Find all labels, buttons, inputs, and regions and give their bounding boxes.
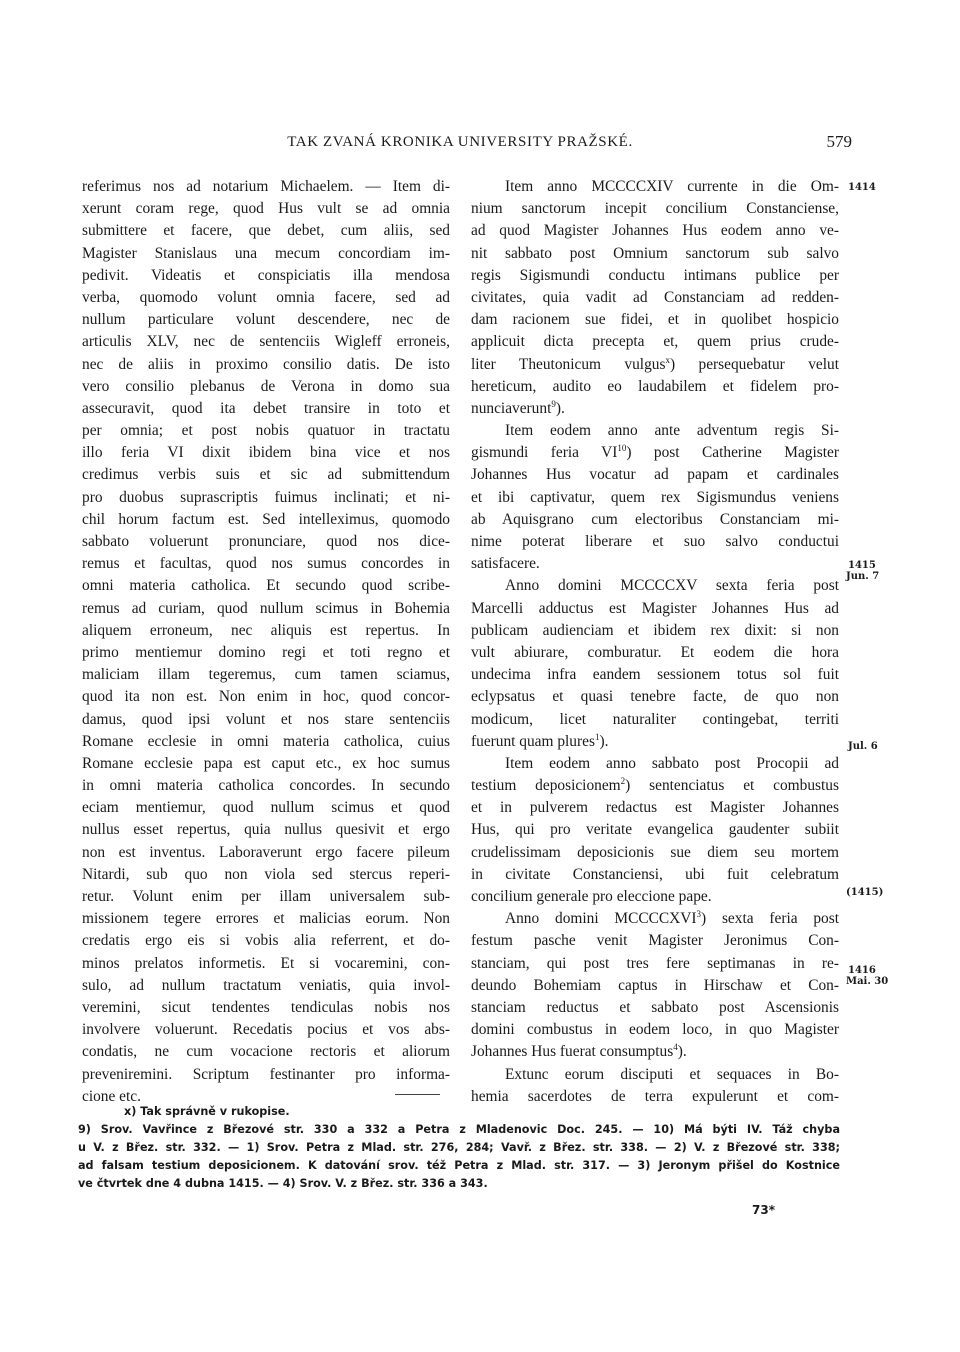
- text-line: [471, 620, 839, 642]
- text-line: missionem tegere errores et malicias eorum. Non: [82, 910, 450, 928]
- text-segment: vult abiurare, comburatur. Et eodem die hora: [471, 643, 839, 661]
- text-line: [471, 287, 839, 309]
- text-line: pro duobus suprascriptis fuimus inclinati; et ni-: [82, 488, 450, 506]
- text-segment: ad quod Magister Johannes Hus eodem anno ve-: [471, 222, 839, 240]
- text-segment: stanciam, qui post tres fere septimanas in re-: [471, 954, 839, 972]
- text-line: verba, quomodo volunt omnia facere, sed ad: [82, 288, 450, 306]
- text-segment: dam racionem sue fidei, et in quolibet hospicio: [471, 311, 839, 329]
- text-line: remus ad curiam, quod nullum scimus in Bohemia: [82, 599, 450, 617]
- text-line: cione etc.: [82, 1087, 141, 1105]
- text-segment: et in pulverem redactus est Magister Johannes: [471, 799, 839, 817]
- text-line: chil horum factum est. Sed intelleximus, quomodo: [82, 510, 450, 528]
- text-line: [471, 442, 839, 464]
- text-line: [471, 487, 839, 509]
- text-line: nec de aliis in proximo consilio datis. De isto: [82, 355, 450, 373]
- text-line: [471, 331, 839, 353]
- margin-year-1414: 1414: [848, 182, 876, 193]
- text-segment: gismundi feria VI: [471, 444, 618, 462]
- text-line: non est inventus. Laboraverunt ergo facere pileum: [82, 843, 450, 861]
- footnote-divider: [395, 1094, 440, 1095]
- text-line: retur. Volunt enim per illam universalem sub-: [82, 888, 450, 905]
- text-line: credatis ergo eis si vobis alia referrent, et do-: [82, 932, 450, 950]
- text-line: [471, 309, 839, 331]
- text-segment: ) sexta feria post: [701, 910, 840, 928]
- text-line: referimus nos ad notarium Michaelem. — Item di-: [82, 178, 450, 195]
- text-line: Romane ecclesie papa est caput etc., ex hoc sumus: [82, 754, 450, 772]
- text-line: Romane ecclesie in omni materia catholica, cuius: [82, 732, 450, 750]
- text-line: primo mentiemur domino regi et toti regno et: [82, 643, 450, 661]
- text-line: sabbato voluerunt pronunciare, quod nos dice-: [82, 533, 450, 550]
- text-line: assecuravit, quod ita debet transire in toto et: [82, 399, 450, 417]
- text-line: damus, quod ipsi volunt et nos stare sentenciis: [82, 710, 450, 728]
- text-line: [471, 842, 839, 864]
- text-line: [471, 198, 839, 220]
- text-line: [471, 642, 839, 664]
- text-segment: Marcelli adductus est Magister Johannes Hus ad: [471, 599, 839, 617]
- text-segment: domini combustus in eodem loco, in quo Magister: [471, 1021, 839, 1039]
- text-line: involvere voluerunt. Recedatis pocius et vos abs-: [82, 1021, 450, 1039]
- running-head: TAK ZVANÁ KRONIKA UNIVERSITY PRAŽSKÉ.: [287, 134, 633, 150]
- text-line: submittere et facere, que debet, cum aliis, sed: [82, 222, 450, 240]
- footnote-reference: 4: [673, 1042, 678, 1053]
- text-line: Nitardi, sub quo non viola sed stercus reperi-: [82, 865, 450, 883]
- text-line: [471, 709, 839, 731]
- text-segment: liter Theutonicum vulgus: [471, 355, 666, 373]
- text-line: nullum particulare volunt descendere, nec de: [82, 311, 450, 329]
- text-segment: deundo Bohemiam captus in Hirschaw et Con-: [471, 976, 839, 994]
- footnote-reference: 9: [551, 398, 556, 409]
- text-line: [471, 509, 839, 531]
- text-line: [471, 531, 839, 553]
- text-line: [471, 686, 839, 708]
- text-line: [471, 797, 839, 819]
- text-line: omni materia catholica. Et secundo quod scribe-: [82, 577, 450, 595]
- text-line: [471, 376, 839, 398]
- text-line: [471, 731, 839, 753]
- text-segment: hemia sacerdotes de terra expulerunt et com-: [471, 1087, 839, 1105]
- text-segment: Anno domini MCCCCXV sexta feria post: [505, 577, 839, 595]
- text-line: preveniremini. Scriptum festinanter pro informa-: [82, 1065, 450, 1083]
- text-line: [471, 1019, 839, 1041]
- text-segment: stanciam reductus et sabbato post Ascensionis: [471, 998, 839, 1016]
- text-line: in omni materia catholica concordes. In secundo: [82, 777, 450, 795]
- text-segment: ).: [677, 1043, 687, 1061]
- signature-mark: 73*: [752, 1203, 775, 1217]
- text-segment: regis Sigismundi conductu intimans publice per: [471, 266, 839, 284]
- text-line: [471, 553, 839, 575]
- text-segment: nium sanctorum incepit concilium Constanciense,: [471, 200, 839, 218]
- text-line: xerunt coram rege, quod Hus vult se ad omnia: [82, 200, 450, 218]
- text-line: [471, 819, 839, 841]
- margin-year-1415-bracketed: (1415): [846, 887, 884, 898]
- text-segment: ) persequebatur velut: [669, 355, 839, 373]
- text-segment: Hus, qui pro veritate evangelica gaudenter subiit: [471, 821, 839, 839]
- text-segment: ab Aquisgrano cum electoribus Constanciam mi-: [471, 510, 839, 528]
- text-line: veremini, sicut tendentes tendiculas nobis nos: [82, 998, 450, 1016]
- text-line: [471, 953, 839, 975]
- footnote-reference: x: [665, 354, 670, 365]
- text-segment: ).: [555, 399, 565, 417]
- footnote-line: u V. z Břez. str. 332. — 1) Srov. Petra z Mlad. str. 276, 284; Vavř. z Břez. str. 338. — 2) V. z Březové str. 338;: [78, 1141, 840, 1154]
- text-segment: crudelissimam deposicionis sue diem seu mortem: [471, 843, 839, 861]
- text-segment: modicum, licet naturaliter contingebat, territi: [471, 710, 839, 728]
- text-segment: undecima infra eandem sessionem totus sol fuit: [471, 666, 839, 684]
- text-segment: applicuit dicta precepta et, quem prius crude-: [471, 333, 839, 351]
- margin-year-1416: 1416: [848, 965, 876, 976]
- text-line: [471, 775, 839, 797]
- text-line: [471, 1064, 839, 1086]
- text-line: [471, 997, 839, 1019]
- text-segment: satisfacere.: [471, 555, 540, 573]
- text-line: [471, 354, 839, 376]
- text-line: illo feria VI dixit ibidem bina vice et nos: [82, 444, 450, 462]
- page-header: [80, 132, 852, 156]
- margin-year-1415: 1415: [848, 560, 876, 571]
- text-line: [471, 753, 839, 775]
- text-segment: ) sentenciatus et combustus: [625, 777, 839, 795]
- text-line: eciam mentiemur, quod nullum scimus et quod: [82, 799, 450, 817]
- footnote-line: 9) Srov. Vavřince z Březové str. 330 a 332 a Petra z Mladenovic Doc. 245. — 10) Má býti IV. Táž chyba: [78, 1123, 840, 1136]
- right-column: [471, 176, 839, 1108]
- text-line: remus et facultas, quod nos sumus concordes in: [82, 555, 450, 573]
- text-segment: Item eodem anno ante adventum regis Si-: [505, 422, 839, 440]
- footnote-reference: 1: [594, 731, 600, 742]
- text-line: maliciam illam tegeremus, cum tamen sciamus,: [82, 666, 450, 684]
- text-line: [471, 930, 839, 952]
- text-line: [471, 864, 839, 886]
- text-line: [471, 464, 839, 486]
- text-line: aliquem erroneum, nec aliquis est repertus. In: [82, 621, 450, 639]
- text-segment: testium deposicionem: [471, 777, 621, 795]
- text-line: [471, 265, 839, 287]
- footnote-line: x) Tak správně v rukopise.: [124, 1105, 290, 1118]
- text-segment: fuerunt quam plures: [471, 732, 595, 750]
- margin-date-mai30: Mai. 30: [846, 976, 889, 987]
- text-line: nullus esset repertus, quia nullus quesivit et ergo: [82, 821, 450, 839]
- text-line: [471, 908, 839, 930]
- text-line: quod ita non est. Non enim in hoc, quod concor-: [82, 688, 450, 706]
- text-line: [471, 220, 839, 242]
- text-segment: festum pasche venit Magister Jeronimus Con-: [471, 932, 839, 950]
- footnote-reference: 2: [620, 776, 626, 787]
- text-segment: nunciaverunt: [471, 399, 552, 417]
- left-column: [82, 176, 450, 1108]
- text-segment: eclypsatus et quasi tenebre facte, de quo non: [471, 688, 839, 706]
- margin-date-jun7: Jun. 7: [846, 571, 880, 582]
- text-segment: nime poterat liberare et suo salvo conductui: [471, 533, 839, 550]
- text-segment: ) post Catherine Magister: [626, 444, 839, 462]
- text-line: [471, 664, 839, 686]
- text-segment: Item anno MCCCCXIV currente in die Om-: [505, 178, 839, 195]
- text-line: [471, 176, 839, 198]
- text-segment: hereticum, audito eo laudabilem et fidelem pro-: [471, 377, 839, 395]
- footnotes: [78, 1103, 840, 1193]
- text-line: sulo, ad nullum tractatum veniatis, quia invol-: [82, 976, 450, 994]
- text-line: Magister Stanislaus una mecum concordiam im-: [82, 244, 450, 262]
- text-line: vero consilio plebanus de Verona in domo sua: [82, 377, 450, 395]
- footnote-line: ad falsam testium deposicionem. K datování srov. též Petra z Mlad. str. 317. — 3) Jeronym přišel do Kostnice: [78, 1159, 840, 1172]
- footnote-line: ve čtvrtek dne 4 dubna 1415. — 4) Srov. V. z Břez. str. 336 a 343.: [78, 1177, 488, 1190]
- text-line: [471, 975, 839, 997]
- margin-date-jul6: Jul. 6: [848, 741, 878, 752]
- text-line: [471, 575, 839, 597]
- footnote-reference: 3: [696, 909, 702, 920]
- text-line: [471, 886, 839, 908]
- text-segment: nit sabbato post Omnium sanctorum sub salvo: [471, 244, 839, 262]
- text-line: credimus verbis suis et sic ad submittendum: [82, 466, 450, 484]
- text-line: condatis, ne cum vocacione rectoris et aliorum: [82, 1043, 450, 1061]
- text-segment: Extunc eorum disciputi et sequaces in Bo-: [505, 1065, 839, 1083]
- text-line: [471, 1041, 839, 1063]
- text-segment: ).: [599, 732, 609, 750]
- text-line: [471, 243, 839, 265]
- text-line: [471, 420, 839, 442]
- text-segment: civitates, quia vadit ad Constanciam ad redden-: [471, 288, 839, 306]
- text-line: [471, 598, 839, 620]
- text-line: pedivit. Videatis et conspiciatis illa mendosa: [82, 266, 450, 284]
- text-segment: Johannes Hus vocatur ad papam et cardinales: [471, 466, 839, 484]
- text-segment: publicam audienciam et ibidem rex dixit: si non: [471, 621, 839, 639]
- text-segment: et ibi captivatur, quem rex Sigismundus veniens: [471, 488, 839, 506]
- text-line: minos prelatos informetis. Et si vocaremini, con-: [82, 954, 450, 972]
- text-segment: in civitate Constanciensi, ubi fuit celebratum: [471, 865, 839, 883]
- text-segment: Anno domini MCCCCXVI: [505, 910, 697, 928]
- text-line: articulis XLV, nec de sentenciis Wigleff erroneis,: [82, 333, 450, 351]
- text-segment: concilium generale pro eleccione pape.: [471, 888, 712, 905]
- footnote-reference: 10: [617, 443, 627, 454]
- text-segment: Item eodem anno sabbato post Procopii ad: [505, 754, 839, 772]
- text-line: [471, 398, 839, 420]
- text-segment: Johannes Hus fuerat consumptus: [471, 1043, 674, 1061]
- page-number: 579: [826, 132, 852, 151]
- text-line: per omnia; et post nobis quatuor in tractatu: [82, 422, 450, 440]
